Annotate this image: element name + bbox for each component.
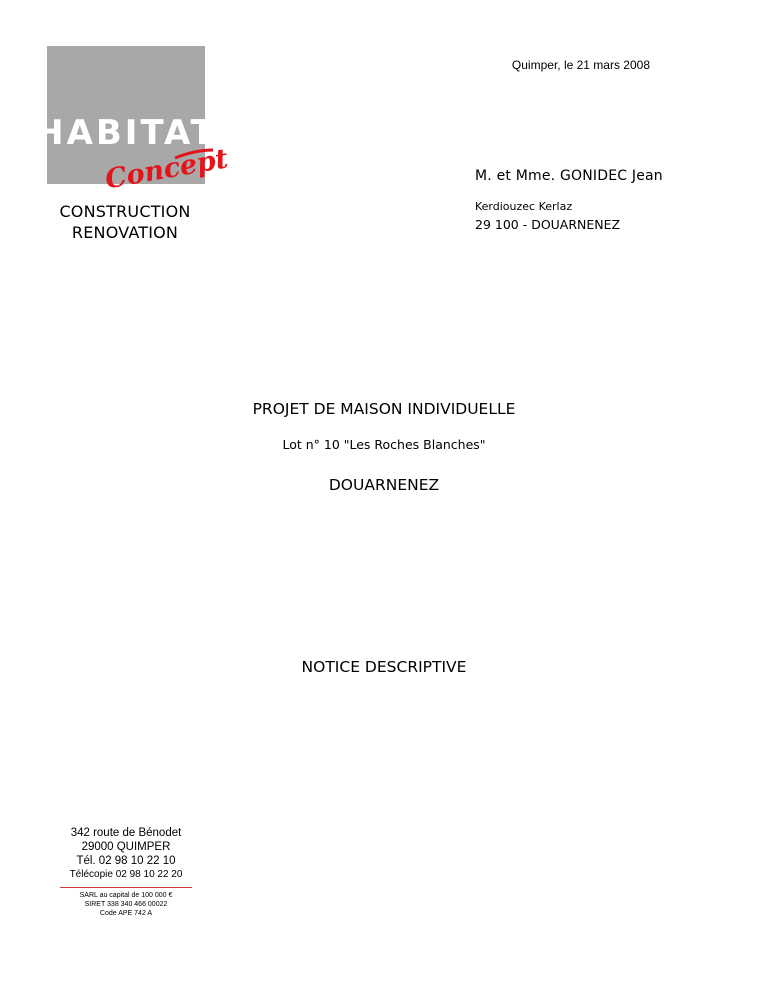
- footer-phone: Tél. 02 98 10 22 10: [76, 855, 176, 867]
- logo-word-concept: Concept: [102, 143, 231, 196]
- habitat-concept-logo-graphic: [35, 46, 231, 196]
- company-footer: [60, 826, 192, 918]
- activity-renovation: RENOVATION: [71, 223, 179, 242]
- footer-postcode-city: 29000 QUIMPER: [81, 841, 171, 853]
- company-logo: [35, 46, 231, 196]
- company-activity: [30, 201, 220, 243]
- project-city: DOUARNENEZ: [328, 476, 440, 494]
- document-title: NOTICE DESCRIPTIVE: [301, 658, 467, 676]
- footer-ape: Code APE 742 A: [99, 910, 153, 917]
- recipient-city: 29 100 - DOUARNENEZ: [475, 217, 621, 232]
- recipient-name: M. et Mme. GONIDEC Jean: [475, 168, 663, 184]
- footer-fax: Télécopie 02 98 10 22 20: [69, 869, 183, 880]
- project-lot: Lot n° 10 "Les Roches Blanches": [282, 437, 486, 452]
- project-title: PROJET DE MAISON INDIVIDUELLE: [252, 400, 516, 418]
- letter-date: Quimper, le 21 mars 2008: [511, 58, 650, 72]
- footer-address: 342 route de Bénodet: [70, 827, 182, 839]
- footer-siret: SIRET 338 340 466 00022: [84, 901, 168, 908]
- footer-divider: [60, 887, 192, 888]
- logo-word-habitat: HABITAT: [35, 113, 217, 153]
- activity-construction: CONSTRUCTION: [59, 202, 191, 221]
- footer-capital: SARL au capital de 100 000 €: [79, 892, 173, 899]
- recipient-street: Kerdiouzec Kerlaz: [475, 200, 573, 213]
